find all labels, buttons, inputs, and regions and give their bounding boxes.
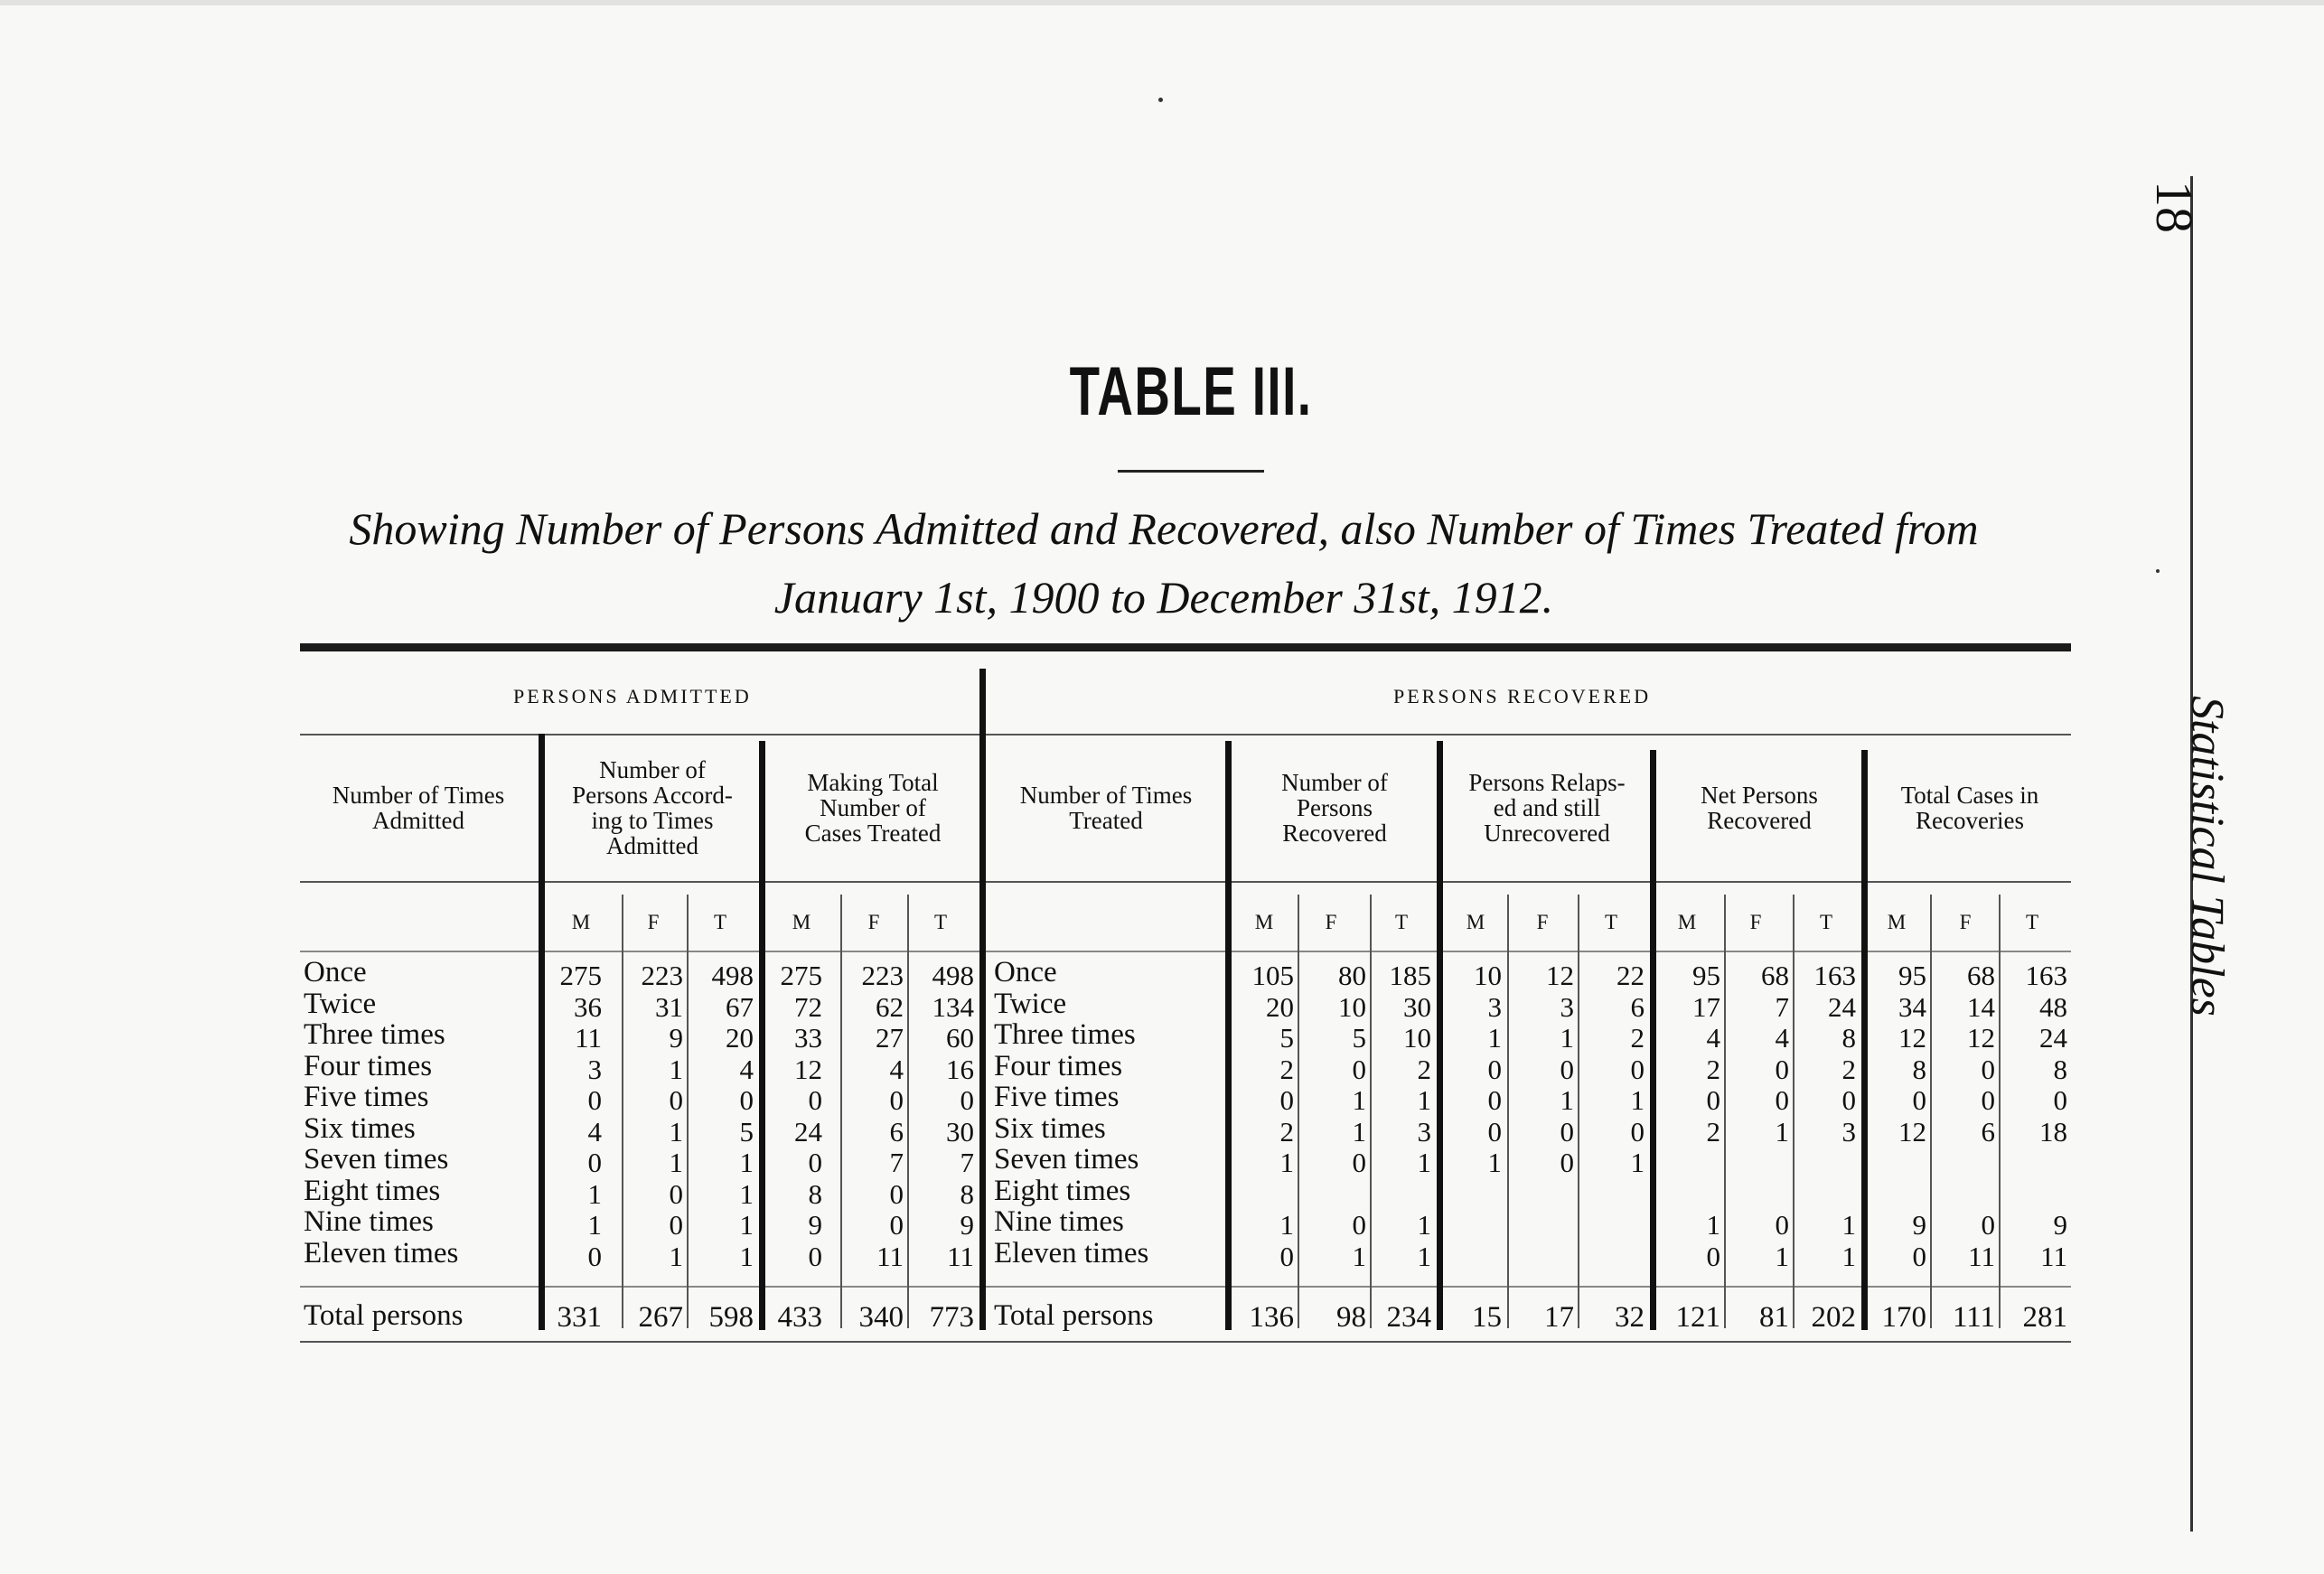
header-total-recoveries: Total Cases in Recoveries xyxy=(1900,782,2039,834)
table-cell: 60 xyxy=(946,1022,974,1054)
table-cell: 95 xyxy=(1692,960,1720,991)
total-cell: 17 xyxy=(1544,1301,1574,1334)
table-cell: 1 xyxy=(1487,1022,1502,1054)
row-label-admitted: Nine times xyxy=(304,1205,434,1238)
table-cell: 1 xyxy=(1841,1209,1856,1241)
table-cell: 11 xyxy=(575,1022,602,1054)
table-cell: 1 xyxy=(739,1209,754,1241)
header-total-cases: Making Total Number of Cases Treated xyxy=(804,769,942,847)
table-cell: 0 xyxy=(587,1147,602,1178)
table-cell: 0 xyxy=(669,1209,683,1241)
column-rule xyxy=(1999,895,2001,1328)
table-cell: 0 xyxy=(1706,1241,1720,1272)
table-cell: 105 xyxy=(1251,960,1294,991)
row-label-admitted: Eleven times xyxy=(304,1237,459,1270)
total-label: Total persons xyxy=(994,1299,1154,1332)
page-number: 18 xyxy=(2145,181,2204,233)
table-cell: 3 xyxy=(1841,1116,1856,1148)
table-cell: 0 xyxy=(1775,1084,1789,1116)
subtitle-line-1: Showing Number of Persons Admitted and Recovered, also Number of Times Treated from xyxy=(349,503,1979,554)
table-cell: 8 xyxy=(1841,1022,1856,1054)
running-head: Statistical Tables xyxy=(2181,696,2233,1017)
table-cell: 5 xyxy=(739,1116,754,1148)
table-cell: 8 xyxy=(1912,1054,1926,1085)
table-cell: 0 xyxy=(1560,1054,1574,1085)
total-cell: 267 xyxy=(638,1301,683,1334)
table-cell: 1 xyxy=(1560,1022,1574,1054)
table-cell: 1 xyxy=(1417,1241,1431,1272)
table-cell: 11 xyxy=(1968,1241,1995,1272)
table-cell: 36 xyxy=(574,991,602,1023)
table-cell: 12 xyxy=(1898,1116,1926,1148)
table-cell: 3 xyxy=(1487,991,1502,1023)
table-cell: 134 xyxy=(932,991,974,1023)
table-cell: 1 xyxy=(1560,1084,1574,1116)
table-cell: 1 xyxy=(669,1241,683,1272)
table-cell: 3 xyxy=(1560,991,1574,1023)
table-cell: 0 xyxy=(889,1178,904,1210)
table-cell: 0 xyxy=(808,1084,822,1116)
table-cell: 62 xyxy=(876,991,904,1023)
table-cell: 34 xyxy=(1898,991,1926,1023)
table-cell: 67 xyxy=(726,991,754,1023)
subheader-f: F xyxy=(1325,911,1337,933)
total-cell: 15 xyxy=(1472,1301,1502,1334)
total-cell: 234 xyxy=(1386,1301,1431,1334)
subheader-t: T xyxy=(1604,911,1618,933)
table-cell: 0 xyxy=(1775,1054,1789,1085)
subheader-f: F xyxy=(867,911,880,933)
table-cell: 1 xyxy=(1352,1084,1366,1116)
row-label-admitted: Twice xyxy=(304,988,377,1020)
table-cell: 0 xyxy=(1487,1116,1502,1148)
table-cell: 7 xyxy=(889,1147,904,1178)
subheader-t: T xyxy=(713,911,727,933)
total-cell: 170 xyxy=(1881,1301,1926,1334)
table-cell: 498 xyxy=(932,960,974,991)
row-label-admitted: Four times xyxy=(304,1050,433,1082)
table-cell: 1 xyxy=(1706,1209,1720,1241)
table-cell: 0 xyxy=(1912,1241,1926,1272)
table-cell: 0 xyxy=(587,1241,602,1272)
table-cell: 9 xyxy=(960,1209,974,1241)
page-top-edge xyxy=(0,0,2324,5)
table-cell: 10 xyxy=(1403,1022,1431,1054)
table-cell: 0 xyxy=(739,1084,754,1116)
row-label-treated: Five times xyxy=(994,1081,1120,1113)
table-cell: 16 xyxy=(946,1054,974,1085)
table-cell: 10 xyxy=(1338,991,1366,1023)
table-cell: 0 xyxy=(1279,1084,1294,1116)
header-persons-according: Number of Persons Accord- ing to Times Admitted xyxy=(572,756,733,859)
subheader-f: F xyxy=(647,911,660,933)
table-cell: 8 xyxy=(808,1178,822,1210)
table-cell: 12 xyxy=(1546,960,1574,991)
table-cell: 275 xyxy=(780,960,822,991)
row-label-treated: Eight times xyxy=(994,1175,1131,1207)
row-label-admitted: Once xyxy=(304,956,367,988)
row-label-treated: Three times xyxy=(994,1018,1136,1051)
table-cell: 1 xyxy=(1775,1116,1789,1148)
table-cell: 1 xyxy=(587,1209,602,1241)
table-cell: 10 xyxy=(1474,960,1502,991)
subheader-t: T xyxy=(1819,911,1833,933)
table-cell: 9 xyxy=(1912,1209,1926,1241)
table-cell: 0 xyxy=(960,1084,974,1116)
group-header-admitted: PERSONS ADMITTED xyxy=(513,685,752,707)
table-cell: 8 xyxy=(960,1178,974,1210)
table-cell: 7 xyxy=(1775,991,1789,1023)
total-cell: 98 xyxy=(1336,1301,1366,1334)
table-cell: 1 xyxy=(1352,1116,1366,1148)
table-cell: 12 xyxy=(1898,1022,1926,1054)
table-cell: 0 xyxy=(1352,1209,1366,1241)
title-rule xyxy=(1118,470,1264,473)
table-cell: 3 xyxy=(587,1054,602,1085)
total-cell: 121 xyxy=(1675,1301,1720,1334)
subheader-f: F xyxy=(1536,911,1549,933)
row-label-treated: Seven times xyxy=(994,1143,1139,1176)
table-cell: 2 xyxy=(1279,1116,1294,1148)
table-cell: 0 xyxy=(1352,1147,1366,1178)
total-label: Total persons xyxy=(304,1299,464,1332)
total-cell: 32 xyxy=(1615,1301,1645,1334)
row-label-admitted: Seven times xyxy=(304,1143,449,1176)
subheader-t: T xyxy=(2025,911,2039,933)
table-cell: 33 xyxy=(794,1022,822,1054)
table-title: TABLE III. xyxy=(1069,353,1313,430)
table-cell: 9 xyxy=(808,1209,822,1241)
table-cell: 163 xyxy=(2025,960,2067,991)
table-cell: 0 xyxy=(587,1084,602,1116)
table-cell: 498 xyxy=(711,960,754,991)
subheader-t: T xyxy=(1394,911,1409,933)
table-cell: 2 xyxy=(1279,1054,1294,1085)
table-cell: 24 xyxy=(794,1116,822,1148)
table-cell: 24 xyxy=(1828,991,1856,1023)
group-header-recovered: PERSONS RECOVERED xyxy=(1393,685,1652,707)
table-cell: 4 xyxy=(739,1054,754,1085)
table-cell: 0 xyxy=(1630,1116,1645,1148)
table-cell: 20 xyxy=(726,1022,754,1054)
table-cell: 4 xyxy=(587,1116,602,1148)
ink-speck xyxy=(2156,569,2160,573)
header-times-admitted: Number of Times Admitted xyxy=(332,782,505,834)
table-cell: 18 xyxy=(2039,1116,2067,1148)
table-cell: 1 xyxy=(1630,1147,1645,1178)
total-cell: 340 xyxy=(858,1301,904,1334)
header-times-treated: Number of Times Treated xyxy=(1019,782,1193,834)
table-cell: 11 xyxy=(947,1241,974,1272)
total-cell: 111 xyxy=(1952,1301,1995,1334)
subheader-m: M xyxy=(1254,911,1274,933)
table-cell: 0 xyxy=(1706,1084,1720,1116)
table-cell: 0 xyxy=(1279,1241,1294,1272)
table-cell: 0 xyxy=(808,1147,822,1178)
table-cell: 72 xyxy=(794,991,822,1023)
group-header-rule xyxy=(300,734,2071,735)
table-cell: 2 xyxy=(1706,1054,1720,1085)
table-cell: 9 xyxy=(2053,1209,2067,1241)
table-cell: 9 xyxy=(669,1022,683,1054)
table-cell: 11 xyxy=(2040,1241,2067,1272)
ink-speck xyxy=(1158,98,1163,102)
table-cell: 163 xyxy=(1813,960,1856,991)
table-cell: 0 xyxy=(1560,1147,1574,1178)
subheader-m: M xyxy=(1887,911,1907,933)
table-cell: 4 xyxy=(889,1054,904,1085)
table-cell: 1 xyxy=(1630,1084,1645,1116)
divider-admitted-recovered xyxy=(979,669,986,1330)
table-cell: 275 xyxy=(559,960,602,991)
table-cell: 12 xyxy=(794,1054,822,1085)
table-cell: 4 xyxy=(1775,1022,1789,1054)
table-cell: 0 xyxy=(2053,1084,2067,1116)
table-cell: 12 xyxy=(1967,1022,1995,1054)
table-cell: 30 xyxy=(946,1116,974,1148)
table-cell: 0 xyxy=(1841,1084,1856,1116)
table-cell: 6 xyxy=(1981,1116,1995,1148)
table-cell: 0 xyxy=(1775,1209,1789,1241)
table-cell: 0 xyxy=(808,1241,822,1272)
subtitle-line-2: January 1st, 1900 to December 31st, 1912. xyxy=(773,572,1554,623)
table-cell: 14 xyxy=(1967,991,1995,1023)
header-persons-recovered: Number of Persons Recovered xyxy=(1281,769,1388,847)
table-cell: 0 xyxy=(1487,1084,1502,1116)
total-cell: 773 xyxy=(929,1301,974,1334)
table-cell: 31 xyxy=(655,991,683,1023)
table-cell: 0 xyxy=(889,1209,904,1241)
table-cell: 1 xyxy=(1417,1147,1431,1178)
row-label-treated: Nine times xyxy=(994,1205,1124,1238)
table-cell: 1 xyxy=(1841,1241,1856,1272)
table-cell: 0 xyxy=(669,1084,683,1116)
subheader-m: M xyxy=(571,911,591,933)
table-cell: 0 xyxy=(1352,1054,1366,1085)
header-relapsed: Persons Relaps- ed and still Unrecovered xyxy=(1468,769,1626,847)
subheader-m: M xyxy=(1466,911,1485,933)
header-net-recovered: Net Persons Recovered xyxy=(1701,782,1818,834)
table-cell: 2 xyxy=(1417,1054,1431,1085)
table-cell: 30 xyxy=(1403,991,1431,1023)
table-cell: 0 xyxy=(1560,1116,1574,1148)
row-label-admitted: Six times xyxy=(304,1112,416,1145)
table-cell: 1 xyxy=(587,1178,602,1210)
subheader-m: M xyxy=(792,911,811,933)
row-label-treated: Six times xyxy=(994,1112,1106,1145)
subheader-f: F xyxy=(1749,911,1762,933)
table-cell: 6 xyxy=(1630,991,1645,1023)
total-cell: 598 xyxy=(708,1301,754,1334)
total-cell: 331 xyxy=(557,1301,602,1334)
table-cell: 3 xyxy=(1417,1116,1431,1148)
row-label-treated: Eleven times xyxy=(994,1237,1149,1270)
total-cell: 136 xyxy=(1249,1301,1294,1334)
row-label-admitted: Five times xyxy=(304,1081,429,1113)
table-cell: 185 xyxy=(1389,960,1431,991)
table-cell: 8 xyxy=(2053,1054,2067,1085)
table-cell: 1 xyxy=(669,1116,683,1148)
table-cell: 22 xyxy=(1616,960,1645,991)
total-cell: 281 xyxy=(2022,1301,2067,1334)
table-cell: 20 xyxy=(1266,991,1294,1023)
table-cell: 0 xyxy=(1487,1054,1502,1085)
table-top-rule xyxy=(300,643,2071,651)
column-rule xyxy=(1298,895,1299,1328)
table-cell: 0 xyxy=(1981,1209,1995,1241)
total-cell: 81 xyxy=(1759,1301,1789,1334)
table-cell: 5 xyxy=(1352,1022,1366,1054)
table-bottom-rule xyxy=(300,1341,2071,1343)
table-cell: 0 xyxy=(1981,1054,1995,1085)
table-cell: 0 xyxy=(1981,1084,1995,1116)
row-label-treated: Twice xyxy=(994,988,1067,1020)
table-cell: 1 xyxy=(739,1178,754,1210)
table-cell: 0 xyxy=(1912,1084,1926,1116)
table-cell: 5 xyxy=(1279,1022,1294,1054)
table-cell: 223 xyxy=(641,960,683,991)
table-cell: 1 xyxy=(1417,1209,1431,1241)
table-cell: 4 xyxy=(1706,1022,1720,1054)
table-cell: 2 xyxy=(1706,1116,1720,1148)
column-header-rule xyxy=(300,881,2071,883)
total-rule xyxy=(300,1286,2071,1288)
total-cell: 202 xyxy=(1811,1301,1856,1334)
table-cell: 7 xyxy=(960,1147,974,1178)
table-cell: 48 xyxy=(2039,991,2067,1023)
row-label-treated: Once xyxy=(994,956,1057,988)
table-cell: 80 xyxy=(1338,960,1366,991)
table-cell: 17 xyxy=(1692,991,1720,1023)
subheader-t: T xyxy=(933,911,948,933)
table-cell: 27 xyxy=(876,1022,904,1054)
subheader-m: M xyxy=(1677,911,1697,933)
table-cell: 1 xyxy=(739,1241,754,1272)
table-cell: 6 xyxy=(889,1116,904,1148)
table-cell: 0 xyxy=(669,1178,683,1210)
table-cell: 2 xyxy=(1630,1022,1645,1054)
table-cell: 1 xyxy=(1487,1147,1502,1178)
table-cell: 0 xyxy=(889,1084,904,1116)
table-cell: 68 xyxy=(1761,960,1789,991)
table-cell: 1 xyxy=(1279,1147,1294,1178)
table-cell: 2 xyxy=(1841,1054,1856,1085)
table-cell: 1 xyxy=(1279,1209,1294,1241)
table-cell: 1 xyxy=(669,1054,683,1085)
table-cell: 1 xyxy=(1775,1241,1789,1272)
table-cell: 1 xyxy=(1352,1241,1366,1272)
table-cell: 1 xyxy=(1417,1084,1431,1116)
table-cell: 11 xyxy=(876,1241,904,1272)
table-cell: 68 xyxy=(1967,960,1995,991)
subheader-rule xyxy=(300,951,2071,952)
table-cell: 95 xyxy=(1898,960,1926,991)
table-cell: 24 xyxy=(2039,1022,2067,1054)
row-label-admitted: Three times xyxy=(304,1018,445,1051)
table-cell: 1 xyxy=(739,1147,754,1178)
table-cell: 0 xyxy=(1630,1054,1645,1085)
row-label-treated: Four times xyxy=(994,1050,1123,1082)
row-label-admitted: Eight times xyxy=(304,1175,441,1207)
total-cell: 433 xyxy=(777,1301,822,1334)
table-cell: 1 xyxy=(669,1147,683,1178)
table-cell: 223 xyxy=(861,960,904,991)
subheader-f: F xyxy=(1959,911,1972,933)
